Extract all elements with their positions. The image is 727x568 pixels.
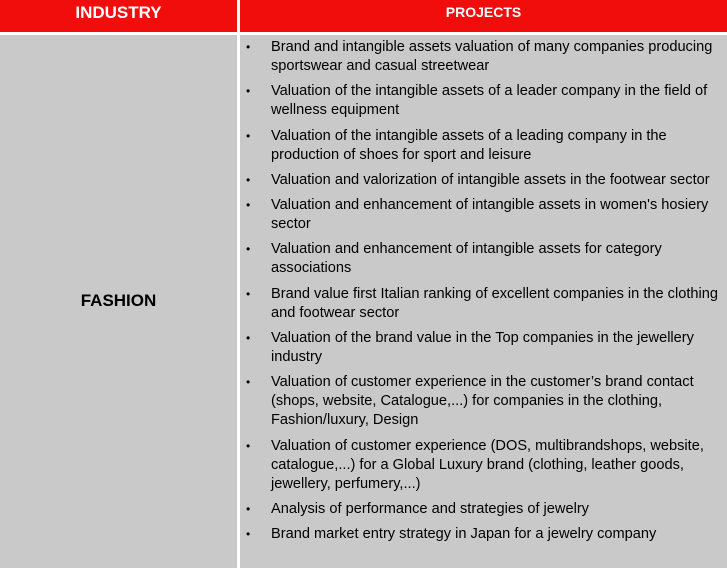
bullet-icon: •	[246, 242, 251, 257]
projects-list	[240, 38, 727, 551]
bullet-icon: •	[246, 286, 251, 301]
list-item	[240, 437, 727, 494]
bullet-icon: •	[246, 527, 251, 542]
project-text: Valuation and enhancement of intangible assets in women's hosiery sector	[271, 197, 709, 233]
industry-cell	[0, 35, 237, 568]
bullet-icon: •	[246, 128, 251, 143]
bullet-icon: •	[246, 40, 251, 54]
project-text: Analysis of performance and strategies of jewelry	[271, 500, 589, 517]
project-text: Valuation of customer experience in the customer’s brand contact (shops, website, Catalogue,...) for companies in the clothing, Fashion/luxury, Design	[271, 374, 694, 429]
project-text: Valuation and enhancement of intangible assets for category associations	[271, 241, 662, 277]
bullet-icon: •	[246, 198, 251, 213]
list-item	[240, 329, 727, 367]
list-item	[240, 500, 727, 519]
project-text: Brand value first Italian ranking of excellent companies in the clothing and footwear sector	[271, 285, 718, 321]
header-industry: INDUSTRY	[0, 0, 237, 32]
industry-label: FASHION	[80, 291, 157, 310]
list-item	[240, 525, 727, 544]
projects-cell	[240, 35, 727, 568]
project-text: Valuation of the brand value in the Top companies in the jewellery industry	[271, 330, 694, 366]
project-text: Valuation of customer experience (DOS, multibrandshops, website, catalogue,...) for a Global Luxury brand (clothing, leather goods, jewellery, perfumery,...)	[271, 437, 704, 492]
bullet-icon: •	[246, 84, 251, 99]
project-text: Valuation of the intangible assets of a leading company in the production of shoes for sport and leisure	[271, 127, 667, 163]
header-projects: PROJECTS	[240, 0, 727, 32]
bullet-icon: •	[246, 501, 251, 516]
list-item	[240, 285, 727, 323]
table-row	[0, 35, 727, 568]
list-item	[240, 171, 727, 190]
list-item	[240, 38, 727, 76]
project-text: Valuation of the intangible assets of a leader company in the field of wellness equipment	[271, 83, 708, 119]
list-item	[240, 127, 727, 165]
bullet-icon: •	[246, 375, 251, 390]
table-header-row	[0, 0, 727, 32]
bullet-icon: •	[246, 331, 251, 346]
project-text: Brand and intangible assets valuation of many companies producing sportswear and casual streetwear	[271, 39, 713, 74]
project-text: Valuation and valorization of intangible assets in the footwear sector	[271, 171, 710, 188]
list-item	[240, 240, 727, 278]
list-item	[240, 82, 727, 120]
list-item	[240, 196, 727, 234]
bullet-icon: •	[246, 438, 251, 453]
bullet-icon: •	[246, 172, 251, 187]
list-item	[240, 373, 727, 430]
project-text: Brand market entry strategy in Japan for a jewelry company	[271, 526, 657, 543]
